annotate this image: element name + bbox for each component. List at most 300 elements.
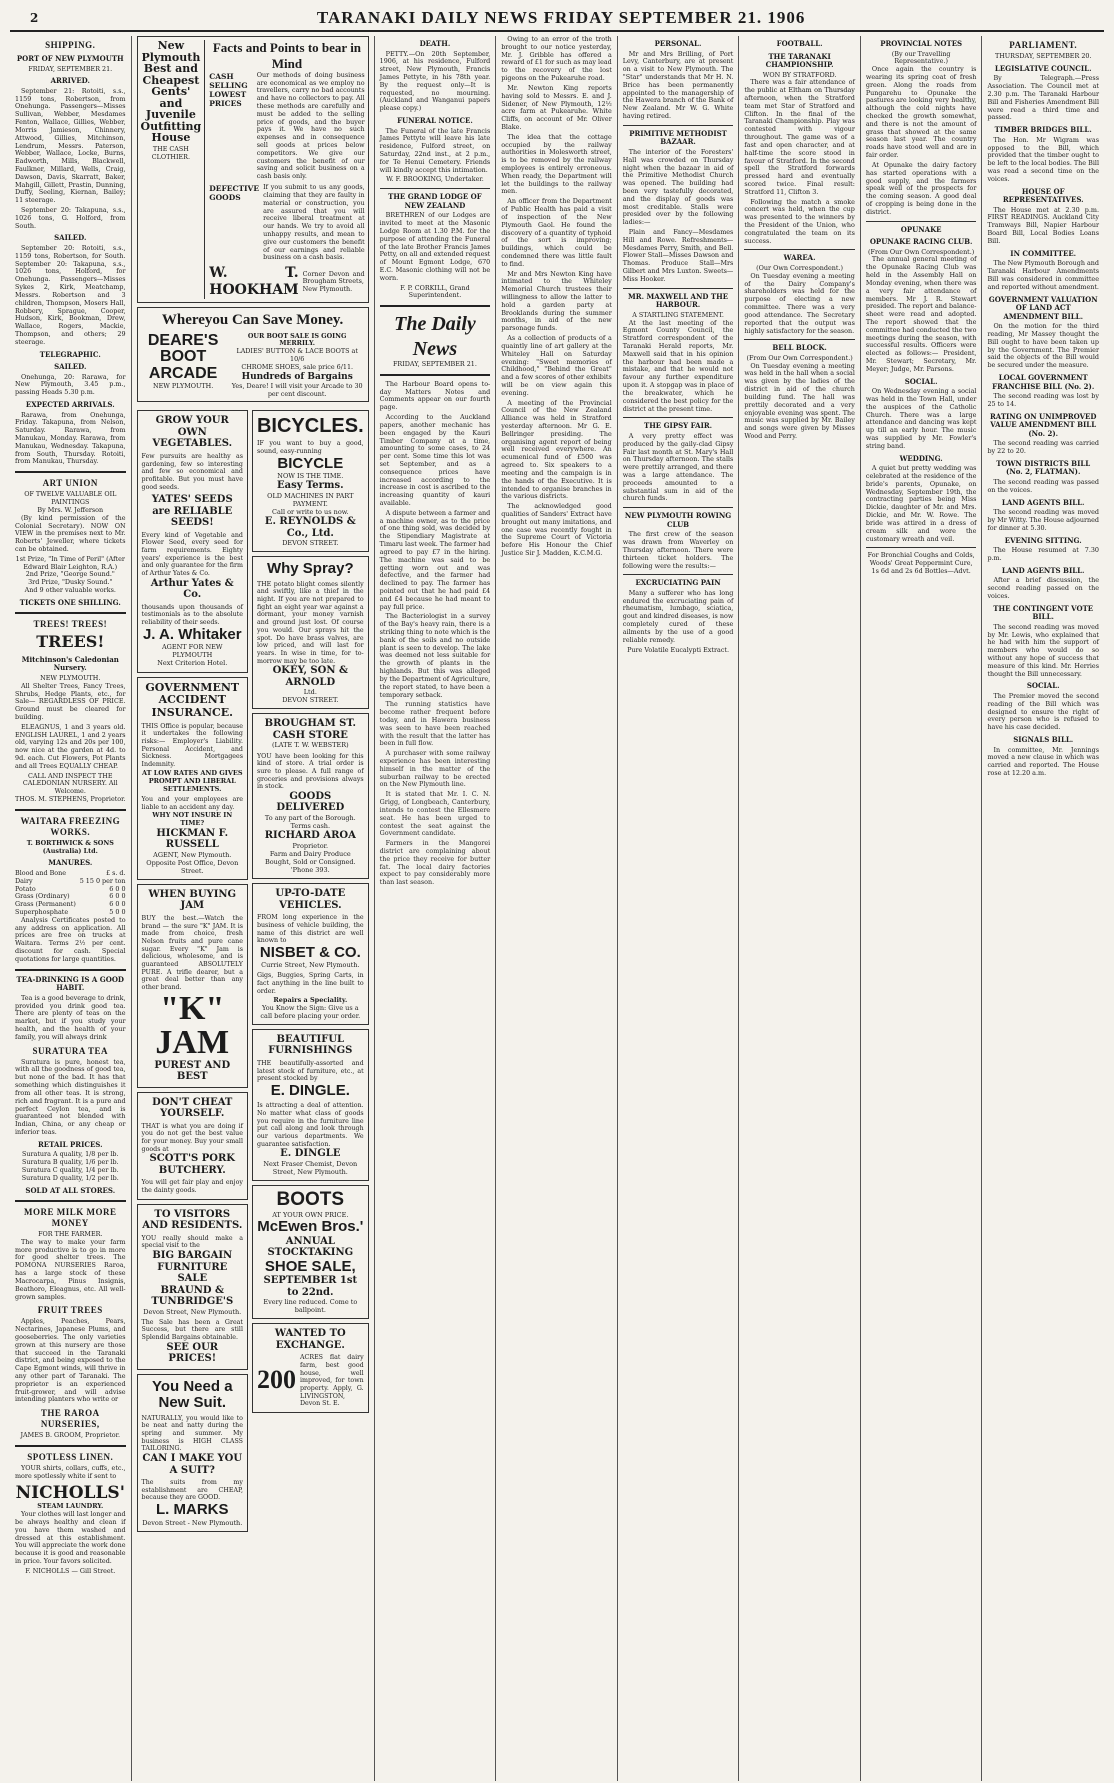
lodge-text: BRETHREN of our Lodges are invited to meet at the Masonic Lodge Room at 1.30 P.M. for the purpose of attending the Funeral of the late Brother Francis James Petty, on all and extended request of Mount Egmont Lodge, 670 E.C. Masonic clothing will not be worn.: [379, 211, 491, 282]
nisbet-name: NISBET & CO.: [259, 943, 361, 961]
nicholls-text: Your clothes will last longer and be always healthy and clean if you have them washed and dressed at this establishment. You will appreciate the work done because it is good and reasonable in price. Your favors solicited.: [15, 1510, 126, 1565]
parl-social-text: The Premier moved the second reading of the Bill which was designed to ensure the right of every person who is refused to have his case decided.: [987, 691, 1099, 732]
harbour-text: At the last meeting of the Egmont County Council, the Stratford correspondent of the Taranaki Herald reports, Mr. Maxwell said that in his opinion the harbour had been made a mistake, and that he would not favour any further expenditure upon it. A stopgap was in place of the breakwater, which he considered the best policy for the district at the present time.: [622, 318, 734, 413]
whitaker-agent: AGENT FOR NEW PLYMOUTH: [161, 643, 223, 660]
defective-heading: DEFECTIVE GOODS: [209, 184, 260, 203]
scott-text: You will get fair play and enjoy the dainty goods.: [141, 1179, 243, 1194]
retail-item: Suratura B quality, 1/6 per lb.: [21, 1158, 119, 1167]
reynolds-addr: DEVON STREET.: [282, 539, 339, 548]
hookham-name: W. T. HOOKHAM: [209, 265, 299, 299]
aroa-prop: Proprietor.: [292, 841, 329, 850]
grow-text: Few pursuits are healthy as gardening, few so interesting and few so economical and profitable. But you must have good seeds.: [141, 452, 243, 491]
uptodate-text: FROM long experience in the business of vehicle building, the name of this district are well known to: [256, 914, 364, 945]
divider: [380, 305, 491, 307]
manure-list: [15, 870, 126, 917]
bicycle-word: BICYCLE: [277, 454, 344, 472]
nursery-name: Mitchinson's Caledonian Nursery.: [21, 654, 119, 673]
divider: [744, 249, 855, 250]
contingent-text: The second reading was moved by Mr. Lewis, who explained that he had with him the support of members who would do so without any hope of success that measure of this kind. Mr. Herries thought the Bill unnecessary.: [987, 622, 1099, 678]
opunake-heading: OPUNAKE: [900, 224, 942, 234]
yates-text: Every kind of Vegetable and Flower Seed, every seed for farm requirements. Eighty years' experience is the best and only guarantee for the firm of Arthur Yates & Co.: [141, 531, 243, 578]
k-jam-text: BUY the best.—Watch the brand — the sure "K" JAM. It is made from choice, fresh Nelson fruits and pure cane sugar. Every "K" Jam is delicious, wholesome, and is guaranteed ABSOLUTELY PURE. A trifle dearer, but a great deal better than any other brand.: [141, 914, 243, 991]
aroa-name: RICHARD AROA: [264, 830, 356, 842]
bell-text: On Tuesday evening a meeting was held in the hall when a social was given by the ladies of the district in aid of the church building fund. The hall was prettily decorated and a very enjoyable evening was spent. The music was supplied by Mr. Bailey and songs were given by Misses Wood and Perry.: [744, 361, 855, 440]
sub-column-left: [137, 406, 248, 1535]
hookham-addr: Corner Devon and Brougham Streets,: [302, 269, 365, 286]
wanted-num: 200: [256, 1364, 296, 1394]
reduced: Every line reduced. Come to ballpoint.: [263, 1298, 358, 1315]
pain-sign: Pure Volatile Eucalypti Extract.: [627, 645, 729, 654]
retail-item: Suratura D quality, 1/2 per lb.: [21, 1173, 119, 1182]
divider: [623, 125, 734, 126]
editorial-6: A purchaser with some railway experience has been interesting himself in the matter of the suburban railway to be erected on the New Plymouth line.: [379, 749, 491, 789]
hookham-ad: [137, 36, 369, 303]
social-text: On Wednesday evening a social was held in the Town Hall, under the auspices of the Catholic Church. There was a large attendance and dancing was kept up till an early hour. The music was supplied by Mr. Fowler's string band.: [865, 387, 977, 450]
tele-sailed-text: Onehunga, 20: Rarawa, for New Plymouth, 3.45 p.m., passing Heads 5.30 p.m.: [15, 372, 126, 397]
fruit-heading: FRUIT TREES: [37, 1305, 103, 1316]
divider: [15, 471, 126, 473]
yates-co: Arthur Yates & Co.: [150, 577, 234, 601]
insure-time: WHY NOT INSURE IN TIME?: [152, 811, 233, 828]
raroa-prop: JAMES B. GROOM, Proprietor.: [20, 1431, 121, 1440]
cash-clothier: THE CASH CLOTHIER.: [151, 144, 191, 161]
racing-heading: OPUNAKE RACING CLUB.: [869, 237, 973, 247]
lodge-sign: F. P. CORKILL, Grand Superintendent.: [400, 283, 470, 300]
spray-heading: Why Spray?: [266, 560, 354, 578]
provincial-text-2: At Opunake the dairy factory has started operations with a good supply, and the farmers speak well of the prospects for the coming season. A good deal of cropping is being done in the district.: [865, 160, 977, 216]
scott-ad: [137, 1092, 248, 1200]
port-heading: PORT OF NEW PLYMOUTH: [16, 53, 124, 63]
masthead: [10, 6, 1104, 32]
milk-heading: MORE MILK MORE MONEY: [24, 1207, 117, 1229]
news-12: The acknowledged good qualities of Sanders' Extract have brought out many imitations, and one case was recently fought in the Supreme Court of Victoria before His Honour the Chief Justice Sir J. Madden, K.C.M.G.: [501, 502, 612, 557]
easy-terms: Easy Terms.: [276, 480, 344, 492]
warea-sub: (Our Own Correspondent.): [756, 264, 844, 272]
spotless-heading: SPOTLESS LINEN.: [27, 1451, 114, 1462]
committee-heading: IN COMMITTEE.: [1010, 248, 1077, 258]
bridges-heading: TIMBER BRIDGES BILL.: [994, 125, 1092, 135]
govt-heading: GOVERNMENT ACCIDENT INSURANCE.: [145, 680, 240, 719]
hookham-town: New Plymouth.: [302, 285, 353, 294]
marks-addr: Devon Street - New Plymouth.: [142, 1518, 243, 1527]
manure-heading: WAITARA FREEZING WORKS.: [20, 815, 121, 837]
franchise-heading: LOCAL GOVERNMENT FRANCHISE BILL (No. 2).: [992, 372, 1095, 391]
dingle-text: Is attracting a deal of attention. No matter what class of goods you require in the furniture line put call along and look through our various departments. We guarantee satisfaction.: [256, 1102, 364, 1148]
column-6: [618, 36, 740, 1781]
deare-sign: Yes, Deare! I will visit your Arcade to 30 per cent discount.: [231, 381, 363, 398]
editorial-7: It is stated that Mr. I. C. N. Grigg, of Longbeach, Canterbury, intends to contest the Ellesmere seat. He has been urged to contest the seat against the Government candidate.: [379, 790, 491, 838]
page-number: 2: [30, 11, 39, 25]
column-9: [982, 36, 1104, 1781]
see-prices: SEE OUR PRICES!: [166, 1341, 219, 1365]
reynolds-name: E. REYNOLDS & Co., Ltd.: [264, 516, 356, 539]
bazaar-heading: PRIMITIVE METHODIST BAZAAR.: [629, 128, 727, 147]
news-7: A meeting of the Provincial Council of the New Zealand Alliance was held in Stratford yesterday afternoon. Mr G. E. Bellringer presiding. The organising agent report of being well received everywhere. An ecumenical fund of £500 was agreed to. Six speakers to a meeting and the campaign is in the hands of the Executive. It is intended to organise branches in the various districts.: [501, 398, 612, 501]
dingle-sign: E. DINGLE: [280, 1148, 341, 1160]
brougham-text: YOU have been looking for this kind of store. A trial order is sure to please. A full range of groceries and provisions always in stock.: [256, 752, 364, 791]
k-jam-ad: [137, 884, 248, 1088]
tele-sailed-heading: SAILED.: [54, 362, 87, 372]
okey-name: OKEY, SON & ARNOLD: [272, 665, 349, 688]
k-jam-big: "K" JAM: [155, 989, 230, 1061]
bazaar-stalls: Plain and Fancy—Mesdames Hill and Rowe. Refreshments—Mesdames Perry, Smith, and Bell. Flower Stall—Misses Dawson and Thomas. Produce Stall—Mrs Gilbert and Mrs Luxton. Sweets—Miss Hooker.: [622, 228, 734, 283]
newspaper-title: TARANAKI DAILY NEWS FRIDAY SEPTEMBER 21. 1906: [316, 8, 806, 27]
nisbet-addr: Currie Street, New Plymouth.: [261, 961, 360, 970]
retail-item: Suratura A quality, 1/8 per lb.: [22, 1150, 119, 1159]
arrived-text-2: September 20: Takapuna, s.s., 1026 tons, G. Holford, from South.: [15, 206, 126, 230]
columns: [10, 36, 1104, 1781]
govt-text: THIS Office is popular, because it undertakes the following risks:— Employer's Liability. Personal Accident, and Sickness. Mortgagees Indemnity.: [141, 722, 243, 768]
russell-addr: Opposite Post Office, Devon Street.: [146, 858, 239, 875]
shoe-sale: SHOE SALE,: [264, 1257, 356, 1275]
suit-ask: CAN I MAKE YOU A SUIT?: [142, 1453, 243, 1476]
grow-heading: GROW YOUR OWN VEGETABLES.: [152, 415, 233, 450]
club-heading: NEW PLYMOUTH ROWING CLUB: [624, 511, 732, 529]
champ-heading: THE TARANAKI CHAMPIONSHIP.: [765, 51, 834, 70]
suit-text-2: The suits from my establishment are CHEAP, because they are GOOD.: [141, 1479, 243, 1502]
govt-emp: You and your employees are liable to an accident any day.: [141, 795, 243, 811]
champ-text-2: Following the match a smoke concert was held, when the cup was presented to the winners by the President of the Union, who congratulated the team on its success.: [744, 197, 855, 245]
editorial-3: A dispute between a farmer and a machine owner, as to the price of one thing sold, was decided by the Stipendiary Magistrate at Timaru last week. The farmer had agreed to pay £7 in the hiring. The machine was said to be getting worn out and was defective, and the farmer had declined to pay. The farmer has pointed out that he had paid £4 and £4 because he had meant to pay full price.: [379, 508, 491, 611]
divider: [380, 188, 491, 189]
repairs: Repairs a Speciality.: [273, 995, 348, 1004]
legislative-heading: LEGISLATIVE COUNCIL.: [994, 63, 1092, 73]
towns-heading: TOWN DISTRICTS BILL (No. 2, FLATMAN).: [996, 458, 1091, 477]
warea-heading: WAREA.: [783, 253, 816, 263]
dingle-ad: [252, 1029, 369, 1181]
sign-text: You Know the Sign: Give us a call before placing your order.: [260, 1003, 361, 1020]
funeral-text: The Funeral of the late Francis James Pettyte will leave his late residence, Fulford street, on Saturday, 22nd inst., at 2 p.m., for Te Henui Cemetery. Friends will kindly accept this intimation.: [379, 126, 491, 174]
cheat-text: THAT is what you are doing if you do not get the best value for your money. Buy your small goods at: [141, 1122, 243, 1153]
divider: [380, 374, 491, 376]
milk-sub: FOR THE FARMER.: [38, 1230, 103, 1239]
social-heading: SOCIAL.: [904, 376, 938, 386]
club-text: The first crew of the season was drawn from Waverley on Thursday afternoon. There were thirteen ticket holders. The following were the results:—: [622, 530, 734, 570]
deare-ad: [137, 307, 369, 402]
divider: [15, 809, 126, 811]
braund-text: The Sale has been a Great Success, but there are still Splendid Bargains obtainable.: [141, 1318, 243, 1341]
harbour-sub: A STARTLING STATEMENT.: [632, 310, 724, 319]
art-union-text: (By kind permission of the Colonial Secretary). NOW ON VIEW in the premises next to Mr. Roberts' Jeweller, where tickets can be obtained.: [15, 513, 126, 553]
bell-sub: (From Our Own Correspondent.): [746, 353, 853, 362]
scott-name: SCOTT'S PORK BUTCHERY.: [149, 1153, 235, 1176]
suratura-text: Suratura is pure, honest tea, with all the goodness of good tea, but none of the bad. It has that something which distinguishes it from all other teas. It is strong, rich and fragrant. It is a pure and perfect Ceylon tea, and is guaranteed not blended with Indian, China, or any cheap or inferior teas.: [15, 1057, 126, 1136]
russell-name: HICKMAN F. RUSSELL: [156, 827, 229, 851]
boots-heading: BOOTS: [276, 1189, 345, 1211]
franchise-text: The second reading was lost by 25 to 14.: [987, 392, 1099, 408]
prize-2: 2nd Prize, "George Sound.": [25, 570, 115, 579]
marks-name: L. MARKS: [156, 1501, 229, 1519]
manure-item: Superphosphate 5 0 0: [15, 908, 126, 917]
editorial-8: Farmers in the Mangorei district are complaining about the price they receive for butter fat. The local dairy factories expect to pay considerably more than last season.: [379, 839, 491, 887]
bicycles-text: IF you want to buy a good, sound, easy-running: [256, 440, 364, 455]
visitors-text: YOU really should make a special visit to the: [141, 1234, 243, 1250]
milk-text: The way to make your farm more productive is to go in more for good shelter trees. The POMONA NURSERIES Raroa, has a large stock of these Macrocarpa, Pinus Insignis, Beathoro, Eleagnus, etc. All well-grown samples.: [15, 1237, 126, 1301]
personal-text: Mr and Mrs Brilling, of Port Levy, Canterbury, are at present on a visit to New Plymouth. The "Star" understands that Mr H. N. Brice has been permanently appointed to the managership of the Hawera branch of the Bank of New Zealand. Mr W. G. White having retired.: [622, 49, 734, 121]
spotless-text: YOUR shirts, collars, cuffs, etc., more spotlessly white if sent to: [15, 1463, 126, 1480]
wanted-heading: WANTED TO EXCHANGE.: [274, 1328, 346, 1351]
dingle-addr: Next Fraser Chemist, Devon Street, New Plymouth.: [263, 1159, 358, 1177]
art-union-heading: ART UNION: [42, 478, 98, 489]
signals-heading: SIGNALS BILL.: [1013, 735, 1074, 744]
rights-heading: LAND AGENTS BILL.: [1001, 565, 1085, 575]
editorial-1: The Harbour Board opens to-day Matters Notes and Comments appear on our fourth page.: [379, 379, 491, 412]
divider: [15, 969, 126, 971]
nursery-loc: NEW PLYMOUTH.: [40, 673, 101, 682]
whitaker-addr: Next Criterion Hotel.: [157, 659, 228, 668]
nicholls-sub: STEAM LAUNDRY.: [37, 1502, 104, 1511]
news-1: Owing to an error of the troth brought to our notice yesterday, Mr. J. Gribble has offered a reward of £1 for such as may lead to the recovery of the lost pigeons on the Pukearuhe road.: [501, 36, 612, 83]
column-1: [10, 36, 132, 1781]
manure-item: Potato 6 0 0: [15, 884, 126, 893]
daily-date: FRIDAY, SEPTEMBER 21.: [392, 360, 477, 369]
mcewen-name: McEwen Bros.': [257, 1218, 364, 1236]
football-heading: FOOTBALL.: [776, 39, 823, 48]
bargains: Hundreds of Bargains: [241, 371, 353, 382]
evening-text: The House resumed at 7.30 p.m.: [987, 546, 1099, 562]
cash-text: Our methods of doing business are economical as we employ no travellers, carry no bad accounts and have no collectors to pay. All these methods are carefully and must be added to the selling price of goods, and the buyer pays it. We have no such expenses and in consequence sell goods at prices below competitors. We give our customers the benefit of our saving and solicit business on a cash basis only.: [256, 70, 365, 181]
suit-text: NATURALLY, you would like to be neat and natty during the spring and summer. My business is HIGH CLASS TAILORING.: [141, 1414, 243, 1453]
manure-text: Analysis Certificates posted to any address on application. All prices are free on trucks at Waitara. Terms 2½ per cent. discount for cash. Special quotations for large quantities.: [15, 915, 126, 963]
divider: [623, 288, 734, 289]
divider: [15, 1200, 126, 1202]
bicycles-heading: BICYCLES.: [256, 415, 364, 438]
towns-text: The second reading was passed on the voices.: [987, 477, 1099, 494]
death-heading: DEATH.: [419, 39, 451, 48]
valuation-heading: GOVERNMENT VALUATION OF LAND ACT AMENDMENT BILL.: [988, 294, 1098, 321]
champ-text: There was a fair attendance of the public at Eltham on Thursday afternoon, when the Stratford team met Star of Stratford and Clifton. In the final of the Taranaki Championship. Play was contested with vigour throughout. The game was of a fast and open character, and at half-time the score stood in favour of Stratford. In the second spell the Stratford forwards pressed hard and eventually scored twice. Final result: Stratford 11, Clifton 3.: [744, 78, 855, 196]
pain-heading: EXCRUCIATING PAIN: [635, 578, 721, 588]
shipping-heading: SHIPPING.: [45, 40, 96, 50]
tea-heading: TEA-DRINKING IS A GOOD HABIT.: [16, 974, 125, 993]
provincial-heading: PROVINCIAL NOTES: [880, 39, 963, 48]
divider: [866, 221, 977, 222]
rights-text: After a brief discussion, the second reading passed on the voices.: [987, 576, 1099, 600]
boot-sale: OUR BOOT SALE IS GOING MERRILY.: [247, 331, 347, 348]
yates-ad: [137, 410, 248, 672]
expected-text: Rarawa, from Onehunga, Friday. Takapuna, from Nelson, Saturday. Rarawa, from Manukau, Monday. Rarawa, from Manukau, Wednesday. Takapuna, from South, Thursday. Rotoiti, from Manukau, Thursday.: [15, 410, 126, 466]
visitors-heading: TO VISITORS AND RESIDENTS.: [142, 1208, 243, 1232]
chrome-shoes: CHROME SHOES, sale price 6/11.: [241, 362, 354, 371]
annual: ANNUAL STOCKTAKING: [267, 1235, 354, 1259]
nursery-text: All Shelter Trees, Fancy Trees, Shrubs, Hedge Plants, etc., for Sale— REGARDLESS OF PRICE. Ground must be cleared for building.: [15, 681, 126, 721]
manure-company: T. BORTHWICK & SONS (Australia) Ltd.: [26, 838, 114, 855]
govt-rates: AT LOW RATES AND GIVES PROMPT AND LIBERAL SETTLEMENTS.: [141, 768, 243, 793]
daily-news-title: The Daily News: [394, 313, 476, 360]
pain-text: Many a sufferer who has long endured the excruciating pain of rheumatism, lumbago, sciatica, gout and kindred diseases, is now completely cured of these ailments by the use of a good reliable remedy.: [622, 588, 734, 644]
retail-item: Suratura C quality, 1/4 per lb.: [21, 1165, 119, 1174]
land-heading: LAND AGENTS BILL.: [1001, 497, 1085, 507]
old-machines: OLD MACHINES IN PART PAYMENT.: [267, 491, 354, 508]
bazaar-text: The interior of the Foresters' Hall was crowded on Thursday night when the bazaar in aid of the Primitive Methodist Church was opened. The building had been very tastefully decorated, and the display of goods was most creditable. Stalls were presided over by the following ladies:—: [622, 147, 734, 227]
deare-name: DEARE'S BOOT ARCADE: [147, 331, 219, 383]
harbour-heading: MR. MAXWELL AND THE HARBOUR.: [628, 291, 729, 310]
death-text: PETTY.—On 20th September, 1906, at his residence, Fulford street, New Plymouth, Francis James Pettyte, in his 78th year. By the request only—It is requested, no mourning. (Auckland and Wanganui papers please copy.): [379, 49, 491, 113]
sailed-text: September 20: Rotoiti, s.s., 1159 tons, Robertson, for South. September 20: Takapuna, s.s., 1026 tons, Holford, for Onehunga. Passengers—Misses Sykes 2, Kirk, Meatchamp, Messrs. Robertson and 3 children, Thompson, Mosers Hall, Robbery, Sprague, Cooper, Hudson, Kirk, Bookman, Drew, Wallace, Rogers, Mackie, Thompson, and others; 29 steerage.: [15, 244, 126, 346]
raroa-heading: THE RAROA NURSERIES,: [40, 1408, 100, 1430]
whereyou-heading: Whereyou Can Save Money.: [161, 312, 344, 329]
okey-ltd: Ltd.: [303, 688, 317, 697]
divider: [623, 417, 734, 418]
personal-heading: PERSONAL.: [654, 39, 702, 48]
footer-advt: For Bronchial Coughs and Colds, Woods' Great Peppermint Cure, 1s 6d and 2s 6d Bottles—Advt.: [867, 551, 975, 575]
art-union-sub: OF TWELVE VALUABLE OIL PAINTINGS: [24, 490, 117, 507]
provincial-text: Once again the country is wearing its spring coat of fresh green. Along the roads from Pungarehu to Opunake the pastures are looking very healthy, although the cold nights have checked the growth somewhat, and there is not the amount of grass that showed at the same season last year. The country roads have stood well and are in fair order.: [865, 65, 977, 160]
rating-text: The second reading was carried by 22 to 20.: [987, 439, 1099, 456]
parl-social-heading: SOCIAL.: [1026, 681, 1060, 691]
wanted-text: ACRES flat dairy farm, best good house, well improved, for town property. Apply, G. LIVINGSTON, Devon St. E.: [299, 1354, 364, 1408]
racing-text: The annual general meeting of the Opunake Racing Club was held in the Assembly Hall on Monday evening, when there was a very fair attendance of members. Mr J. R. Stewart presided. The report and balance-sheet were read and adopted. The report showed that the committee had conducted the two meetings during the season, with successful results. Officers were elected as follows:— President, Mr. Stewart; Secretary, Mr. Meyer; Judge, Mr. Parsons.: [865, 255, 977, 373]
contingent-heading: THE CONTINGENT VOTE BILL.: [993, 603, 1094, 622]
sailed-heading: SAILED.: [54, 233, 87, 243]
facts-heading: Facts and Points to bear in Mind: [212, 40, 362, 71]
column-7: [739, 36, 861, 1781]
valuation-text: On the motion for the third reading, Mr Massey thought the Bill ought to have been taken up by the Government. The Premier said the objects of the Bill would be secured under the measure.: [987, 322, 1099, 370]
prize-more: And 9 other valuable works.: [24, 586, 116, 594]
warea-text: On Tuesday evening a meeting of the Dairy Company's shareholders was held for the purpose of electing a new committee. There was a very good attendance. The Secretary reported that the output was highly satisfactory for the season.: [744, 271, 855, 335]
nursery-text-2: ELEAGNUS, 1 and 3 years old. ENGLISH LAUREL, 1 and 2 years old, varying 12s and 20s per 100, now nice at the garden at 4d. to 9d. each. Cut Flowers, Pot Plants and all Trees EQUALLY CHEAP.: [15, 722, 126, 770]
column-8: [861, 36, 983, 1781]
undertaker: W. F. BROOKING, Undertaker.: [386, 175, 484, 184]
suratura-heading: SURATURA TEA: [32, 1045, 108, 1056]
brougham-sub: (LATE T. W. WEBSTER): [271, 741, 349, 750]
parliament-heading: PARLIAMENT.: [1009, 40, 1078, 50]
editorial-2: According to the Auckland papers, another mechanic has been engaged by the Kauri Timber Company at a time, amounting to some cases, to 24 per cent. Some time this lot was set September, and as a consequence prices have increased according to the increase in cost is ascribed to the increasing quantity of kauri available.: [379, 413, 491, 508]
uptodate-heading: UP-TO-DATE VEHICLES.: [275, 888, 346, 911]
tea-text: Tea is a good beverage to drink, provided you drink good tea. There are plenty of teas on the market, but if you study your health, and the health of your family, you will always drink: [15, 993, 126, 1041]
call-write: Call or write to us now.: [272, 508, 349, 517]
parl-text: By Telegraph.—Press Association. The Council met at 2.30 p.m. The Taranaki Harbour Bill and Fisheries Amendment Bill were read a third time and passed.: [987, 74, 1099, 122]
bargain-furniture: BIG BARGAIN FURNITURE SALE: [152, 1250, 233, 1284]
news-5: Mr and Mrs Newton King have intimated to the Whiteley Memorial Church trustees their willingness to allow the latter to hold a garden party at Brooklands during the summer months, in aid of the new parsonage funds.: [501, 269, 612, 333]
editorial-4: The Bacteriologist in a survey of the Bay's heavy rain, there is a striking thing to note which is the bank of the soils and no outside plant is seen to develop. The lake was deemed not less suitable for the growth of plants in the highlands. But this was alleged by the Department of Agriculture, the report stated, to have been a temporary setback.: [379, 612, 491, 699]
column-2-3: [132, 36, 375, 1781]
deare-town: NEW PLYMOUTH.: [153, 382, 214, 391]
gipsy-heading: THE GIPSY FAIR.: [643, 421, 713, 431]
signals-text: In committee, Mr. Jennings moved a new clause in which was carried and reported. The House rose at 12.20 a.m.: [987, 745, 1099, 777]
divider: [15, 1445, 126, 1447]
nursery-call: CALL AND INSPECT THE CALEDONIAN NURSERY. All Welcome.: [22, 771, 118, 796]
goods-delivered: GOODS DELIVERED: [276, 790, 345, 814]
gipsy-text: A very pretty effect was produced by the gaily-clad Gipsy Fair last month at St. Mary's Hall on Thursday afternoon. The stalls were prettily arranged, and there was a large attendance. The proceeds amounted to a substantial sum in aid of the church funds.: [622, 431, 734, 503]
goods-text: To any part of the Borough. Terms cash.: [264, 813, 356, 831]
land-text: The second reading was moved by Mr Witty. The House adjourned for dinner at 5.30.: [987, 508, 1099, 532]
news-4: An officer from the Department of Public Health has paid a visit of inspection of the New Plymouth Gaol. He found the discovery of a quantity of typhoid of the sort is improving; buildings, which could be condemned there was little fault to find.: [501, 197, 612, 268]
spray-ad: [252, 556, 369, 709]
divider: [744, 339, 855, 340]
cheat-heading: DON'T CHEAT YOURSELF.: [152, 1096, 233, 1120]
arrived-heading: ARRIVED.: [50, 76, 90, 86]
racing-corr: (From Our Own Correspondent.): [868, 247, 975, 256]
fruit-text: Apples, Peaches, Pears, Nectarines, Japanese Plums, and gooseberries. The only varieties grown at this nursery are those that succeed in the Taranaki district, and being exposed to the Cape Egmont winds, will thrive in any other part of Taranaki. The proprietor is an experienced fruit-grower, and will advise intending planters who write or: [15, 1317, 126, 1404]
editorial-5: The running statistics have become rather frequent before today, and in Hawera business was seen to have been reached with the result that the latter has been in full flow.: [379, 700, 491, 748]
brougham-heading: BROUGHAM ST. CASH STORE: [264, 718, 356, 741]
sub-column-right: [252, 406, 369, 1535]
nisbet-ad: [252, 883, 369, 1025]
parl-date: THURSDAY, SEPTEMBER 20.: [994, 51, 1092, 60]
news-2: Mr. Newton King reports having sold to Messrs. E. and J. Sidener, of New Plymouth, 12½ acre farm at Pukearuhe. White Cliffs, on account of Mr. Oliver Blake.: [501, 83, 612, 131]
wedding-text: A quiet but pretty wedding was celebrated at the residence of the bride's parents, Opunake, on Wednesday, September 19th, the contracting parties being Miss Dickie, daughter of Mr. and Mrs. Dickie, and Mr. W. Rowe. The bride was attired in a dress of cream silk and wore the customary wreath and veil.: [865, 464, 977, 543]
bicycles-ad: [252, 410, 369, 552]
manure-item: Dairy 5 15 0 per ton: [15, 876, 126, 885]
nisbet-text: Gigs, Buggies, Spring Carts, in fact anything in the line built to order.: [256, 972, 364, 995]
manure-sub: MANURES.: [48, 858, 93, 868]
sept-dates: SEPTEMBER 1st to 22nd.: [263, 1275, 358, 1298]
rating-heading: RATING ON UNIMPROVED VALUE AMENDMENT BILL (No. 2).: [989, 411, 1097, 438]
lodge-heading: THE GRAND LODGE OF NEW ZEALAND: [388, 192, 482, 210]
boot-text: LADIES' BUTTON & LACE BOOTS at 10/6: [236, 347, 358, 364]
suit-heading: You Need a New Suit.: [151, 1377, 233, 1412]
spray-text: THE potato blight comes silently and swiftly, like a thief in the night. If you are not prepared to fight an eight year war against a dormant, your money varnish and ground just lost. Of course you would. Our sprays hit the spot. Do have brass valves, are low priced, and will last for years. In wise in time, for to-morrow may be too late.: [256, 580, 364, 665]
aroa-text: Farm and Dairy Produce Bought, Sold or Consigned. 'Phone 393.: [264, 849, 356, 875]
expected-heading: EXPECTED ARRIVALS.: [25, 400, 115, 410]
yates-heading: YATES' SEEDS are RELIABLE SEEDS!: [151, 494, 233, 529]
nursery-prop: THOS. M. STEPHENS, Proprietor.: [15, 795, 126, 804]
now-time: NOW IS THE TIME.: [277, 472, 344, 481]
divider: [623, 574, 734, 575]
manure-item: Grass (Ordinary) 6 0 0: [15, 892, 126, 901]
okey-addr: DEVON STREET.: [282, 696, 339, 705]
tickets: TICKETS ONE SHILLING.: [19, 597, 121, 607]
manure-item: Grass (Permanent) 6 0 0: [15, 900, 126, 909]
defective-text: If you submit to us any goods, claiming that they are faulty in material or construction, you are assured that you will receive liberal treatment at our hands. We try to avoid all unhappy results, and mean to give our customers the benefit of our earnings and reliable business on a cash basis.: [263, 183, 365, 262]
bridges-text: The Hon. Mr Wigram was opposed to the Bill, which provided that the timber ought to be left to the local bodies. The Bill was read a second time on the voices.: [987, 135, 1099, 183]
nicholls-name: NICHOLLS': [15, 1482, 125, 1503]
funeral-heading: FUNERAL NOTICE.: [397, 116, 473, 126]
wanted-ad: [252, 1323, 369, 1413]
manure-item: Blood and Bone £ s. d.: [15, 868, 126, 877]
russell-agent: AGENT, New Plymouth.: [153, 850, 232, 859]
prize-1: 1st Prize, "In Time of Peril" (After Edward Blair Leighton, R.A.): [15, 554, 125, 571]
boots-sub: AT YOUR OWN PRICE.: [272, 1211, 349, 1220]
brougham-ad: [252, 713, 369, 879]
retail-heading: RETAIL PRICES.: [37, 1139, 103, 1149]
news-3: The idea that the cottage occupied by the railway authorities in Molesworth street, is to be removed by the railway employees is entirely erroneous. When ready, the Department will let the buildings to the railway men.: [501, 132, 612, 196]
divider: [866, 547, 977, 548]
marks-ad: [137, 1374, 248, 1532]
insurance-ad: [137, 677, 248, 880]
furnish-heading: BEAUTIFUL FURNISHINGS: [268, 1033, 353, 1057]
art-union-by: By Mrs. W. Jefferson: [37, 505, 104, 514]
cash-selling: CASH SELLING LOWEST PRICES: [209, 71, 248, 109]
news-6: As a collection of products of a quaintly line of art gallery at the Whiteley Hall on Saturday evening: "Sweet memories of Childhood," "Behind the Great" and a few scores of other exhibits will be on view again this evening.: [501, 334, 612, 397]
braund-name: BRAUND & TUNBRIDGE'S: [151, 1284, 234, 1307]
telegraphic-heading: TELEGRAPHIC.: [39, 349, 101, 359]
committee-text: The New Plymouth Borough and Taranaki Harbour Amendments Bill was considered in committee and reported without amendment.: [987, 259, 1100, 291]
mcewen-ad: [252, 1185, 369, 1319]
divider: [623, 507, 734, 508]
cheapest-house: New Plymouth Best and Cheapest Gents' and Juvenile Outfitting House: [140, 39, 202, 145]
column-4: [375, 36, 497, 1781]
yates-text-2: thousands upon thousands of testimonials as to the absolute reliability of their seeds.: [141, 603, 243, 627]
divider: [15, 612, 126, 614]
purest-best: PUREST AND BEST: [154, 1059, 231, 1083]
house-text: The House met at 2.30 p.m. FIRST READINGS. Auckland City Tramways Bill, Napier Harbour Board Bill, Local Bodies Loans Bill.: [987, 205, 1099, 245]
arrived-text: September 21: Rotoiti, s.s., 1159 tons, Robertson, from Onehunga. Passengers—Misses Sullivan, Webber, Mesdames Fenton, Wallace, Gillies, Webber, Morris Jamieson, Chinnery, Attwood, Gillies, Mitchinson, Lendrum, Messrs. Paterson, Webber, Wallace, Locke, Burns, Eadworth, Mills, Blackwell, Faulkner, Millard, Wells, Craig, Dawson, Davis, Skarratt, Baker, Mahgill, Gillett, Prastin, Dunning, Duffy, Seeling, Kiernan, Bailey; 11 steerage.: [15, 86, 126, 205]
bell-heading: BELL BLOCK.: [772, 343, 827, 353]
house-heading: HOUSE OF REPRESENTATIVES.: [1002, 186, 1084, 205]
braund-ad: [137, 1204, 248, 1370]
trees-heading: TREES! TREES!: [33, 619, 108, 630]
champ-sub: WON BY STRATFORD.: [762, 70, 837, 79]
trees-big: TREES!: [36, 632, 105, 652]
date-line: FRIDAY, SEPTEMBER 21.: [28, 64, 113, 73]
buying-jam: WHEN BUYING JAM: [148, 888, 237, 912]
furnish-text: THE beautifully-assorted and latest stock of furniture, etc., at present stocked by: [256, 1059, 364, 1083]
prize-3: 3rd Prize, "Dusky Sound.": [28, 578, 113, 587]
dingle-name: E. DINGLE.: [270, 1081, 350, 1099]
braund-addr: Devon Street, New Plymouth.: [143, 1307, 242, 1316]
